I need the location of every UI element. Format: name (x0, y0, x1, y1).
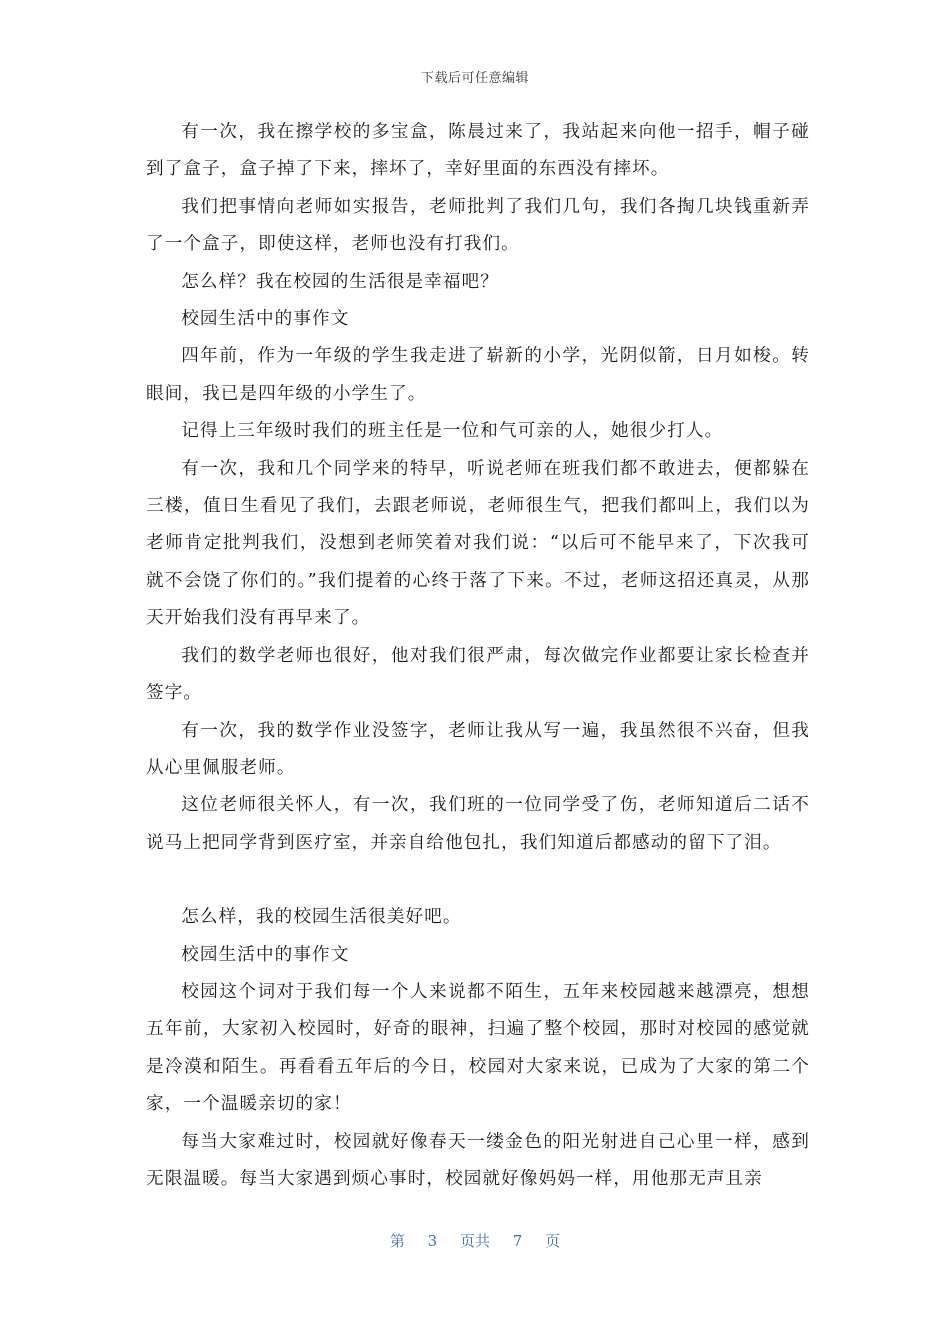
paragraph-7: 我们的数学老师也很好，他对我们很严肃，每次做完作业都要让家长检查并签字。 (146, 645, 810, 704)
section-title-1: 校园生活中的事作文 (181, 309, 350, 330)
paragraph-5: 记得上三年级时我们的班主任是一位和气可亲的人，她很少打人。 (181, 421, 724, 442)
paragraph-12: 每当大家难过时，校园就好像春天一缕金色的阳光射进自己心里一样，感到无限温暖。每当大家遇到烦心事时，校园就好像妈妈一样，用他那无声且亲 (146, 1131, 810, 1189)
paragraph-2: 我们把事情向老师如实报告，老师批判了我们几句，我们各掏几块钱重新弄了一个盒子，即使这样，老师也没有打我们。 (146, 196, 810, 255)
paragraph-8: 有一次，我的数学作业没签字，老师让我从写一遍，我虽然很不兴奋，但我从心里佩服老师。 (146, 720, 810, 778)
section-title-2: 校园生活中的事作文 (181, 944, 350, 965)
footer-label-page: 第 (389, 1232, 405, 1250)
footer-total-pages: 7 (512, 1232, 523, 1250)
footer-label-end: 页 (545, 1232, 561, 1250)
paragraph-1: 有一次，我在擦学校的多宝盒，陈晨过来了，我站起来向他一招手，帽子碰到了盒子，盒子掉了下来，摔坏了，幸好里面的东西没有摔坏。 (146, 122, 810, 180)
paragraph-3: 怎么样？我在校园的生活很是幸福吧？ (181, 271, 499, 292)
document-body (146, 114, 810, 1198)
paragraph-10: 怎么样，我的校园生活很美好吧。 (181, 907, 462, 928)
paragraph-6: 有一次，我和几个同学来的特早，听说老师在班我们都不敢进去，便都躲在三楼，值日生看见了我们，去跟老师说，老师很生气，把我们都叫上，我们以为老师肯定批判我们，没想到老师笑着对我们说：“以后可不能早来了，下次我可就不会饶了你们的。”我们提着的心终于落了下来。不过，老师这招还真灵，从那天开始我们没有再早来了。 (146, 458, 810, 629)
page-footer (0, 1230, 950, 1251)
footer-label-of: 页共 (459, 1232, 490, 1250)
paragraph-9: 这位老师很关怀人，有一次，我们班的一位同学受了伤，老师知道后二话不说马上把同学背到医疗室，并亲自给他包扎，我们知道后都感动的留下了泪。 (146, 795, 810, 853)
page-header: 下载后可任意编辑 (420, 71, 529, 86)
paragraph-4: 四年前，作为一年级的学生我走进了崭新的小学，光阴似箭，日月如梭。转眼间，我已是四年级的小学生了。 (146, 346, 810, 404)
footer-current-page: 3 (427, 1232, 438, 1250)
paragraph-11: 校园这个词对于我们每一个人来说都不陌生，五年来校园越来越漂亮，想想五年前，大家初入校园时，好奇的眼神，扫遍了整个校园，那时对校园的感觉就是冷漠和陌生。再看看五年后的今日，校园对大家来说，已成为了大家的第二个家，一个温暖亲切的家！ (146, 981, 810, 1115)
